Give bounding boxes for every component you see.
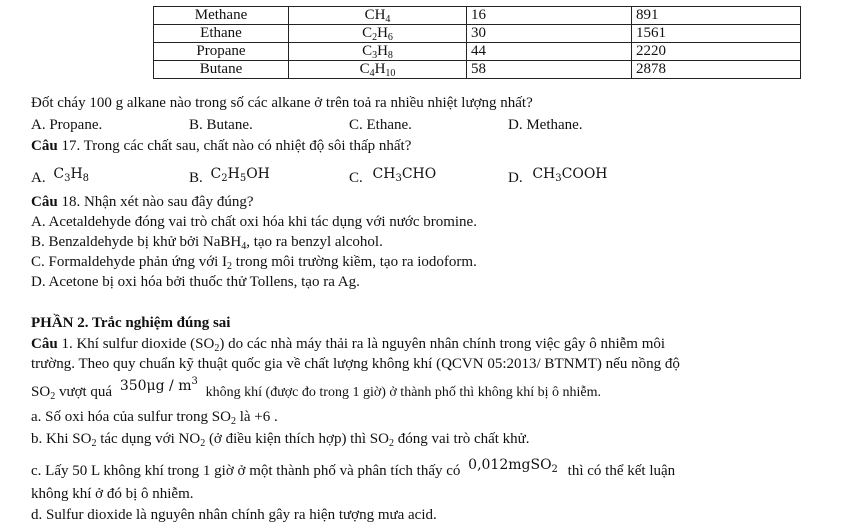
- part2-heading: PHẦN 2. Trắc nghiệm đúng sai: [31, 315, 231, 331]
- q17-option-b[interactable]: B. $C_2H_5OH$: [189, 166, 270, 186]
- q18-option-b[interactable]: B. Benzaldehyde bị khử bởi NaBH$_4$, tạo ra benzyl alcohol.: [31, 234, 383, 252]
- part2-q1-statement-a[interactable]: a. Số oxi hóa của sulfur trong $SO_2$ là +6 .: [31, 409, 278, 427]
- q18-option-c[interactable]: C. Formaldehyde phản ứng với $I_2$ trong môi trường kiềm, tạo ra iodoform.: [31, 254, 477, 272]
- part2-q1-line2: trường. Theo quy chuẩn kỹ thuật quốc gia về chất lượng không khí (QCVN 05:2013/ BTNMT) nếu nồng độ: [31, 356, 680, 372]
- alkane-name: Methane: [154, 7, 289, 25]
- q17-option-a[interactable]: A. $C_3H_8$: [31, 166, 90, 186]
- q18-option-d[interactable]: D. Acetone bị oxi hóa bởi thuốc thử Tollens, tạo ra Ag.: [31, 274, 360, 290]
- alkane-name: Butane: [154, 61, 289, 79]
- q16-stem: Đốt cháy 100 g alkane nào trong số các alkane ở trên toả ra nhiều nhiệt lượng nhất?: [31, 95, 533, 111]
- alkane-formula: $C_4H_{10}$: [289, 61, 467, 79]
- part2-q1-statement-d[interactable]: d. Sulfur dioxide là nguyên nhân chính gây ra hiện tượng mưa acid.: [31, 507, 437, 523]
- table-row: [154, 25, 801, 43]
- alkane-name: Ethane: [154, 25, 289, 43]
- alkane-name: Propane: [154, 43, 289, 61]
- alkane-heat-table: [153, 6, 801, 79]
- q17-option-d[interactable]: D. $CH_3COOH$: [508, 166, 608, 186]
- part2-q1-line1: Câu 1. Khí sulfur dioxide $(SO_2)$ do các nhà máy thải ra là nguyên nhân chính trong việc gây ô nhiễm môi: [31, 336, 666, 354]
- alkane-heat: 1561: [632, 25, 801, 43]
- alkane-heat: 2220: [632, 43, 801, 61]
- table-row: [154, 61, 801, 79]
- alkane-formula: $C_2H_6$: [289, 25, 467, 43]
- alkane-formula: $CH_4$: [289, 7, 467, 25]
- q16-option-a[interactable]: A. Propane.: [31, 117, 103, 133]
- q17-stem: Câu 17. Trong các chất sau, chất nào có nhiệt độ sôi thấp nhất?: [31, 138, 412, 154]
- q16-option-c[interactable]: C. Ethane.: [349, 117, 412, 133]
- part2-q1-statement-c[interactable]: c. Lấy 50 L không khí trong 1 giờ ở một thành phố và phân tích thấy có 0,012mgSO$_2$ thì có thể kết luận: [31, 457, 676, 479]
- alkane-heat: 891: [632, 7, 801, 25]
- alkane-molar-mass: 58: [467, 61, 632, 79]
- q17-option-c[interactable]: C. $CH_3CHO$: [349, 166, 437, 186]
- q16-option-d[interactable]: D. Methane.: [508, 117, 583, 133]
- alkane-molar-mass: 30: [467, 25, 632, 43]
- part2-q1-statement-b[interactable]: b. Khi $SO_2$ tác dụng với $NO_2$ (ở điều kiện thích hợp) thì $SO_2$ đóng vai trò chất khử.: [31, 431, 530, 449]
- q16-option-b[interactable]: B. Butane.: [189, 117, 253, 133]
- part2-q1-line3: $SO_2$ vượt quá $350\mu g / m^3$ không khí (được đo trong 1 giờ) ở thành phố thì không khí bị ô nhiễm.: [31, 376, 601, 402]
- q18-stem: Câu 18. Nhận xét nào sau đây đúng?: [31, 194, 254, 210]
- alkane-molar-mass: 16: [467, 7, 632, 25]
- concentration-limit: $350\mu g / m^3$: [119, 376, 198, 394]
- table-row: [154, 7, 801, 25]
- q18-option-a[interactable]: A. Acetaldehyde đóng vai trò chất oxi hóa khi tác dụng với nước bromine.: [31, 214, 477, 230]
- part2-q1-statement-c-cont: không khí ở đó bị ô nhiễm.: [31, 486, 194, 502]
- alkane-heat: 2878: [632, 61, 801, 79]
- alkane-molar-mass: 44: [467, 43, 632, 61]
- table-row: [154, 43, 801, 61]
- so2-mass: 0,012mgSO$_2$: [468, 457, 558, 475]
- alkane-formula: $C_3H_8$: [289, 43, 467, 61]
